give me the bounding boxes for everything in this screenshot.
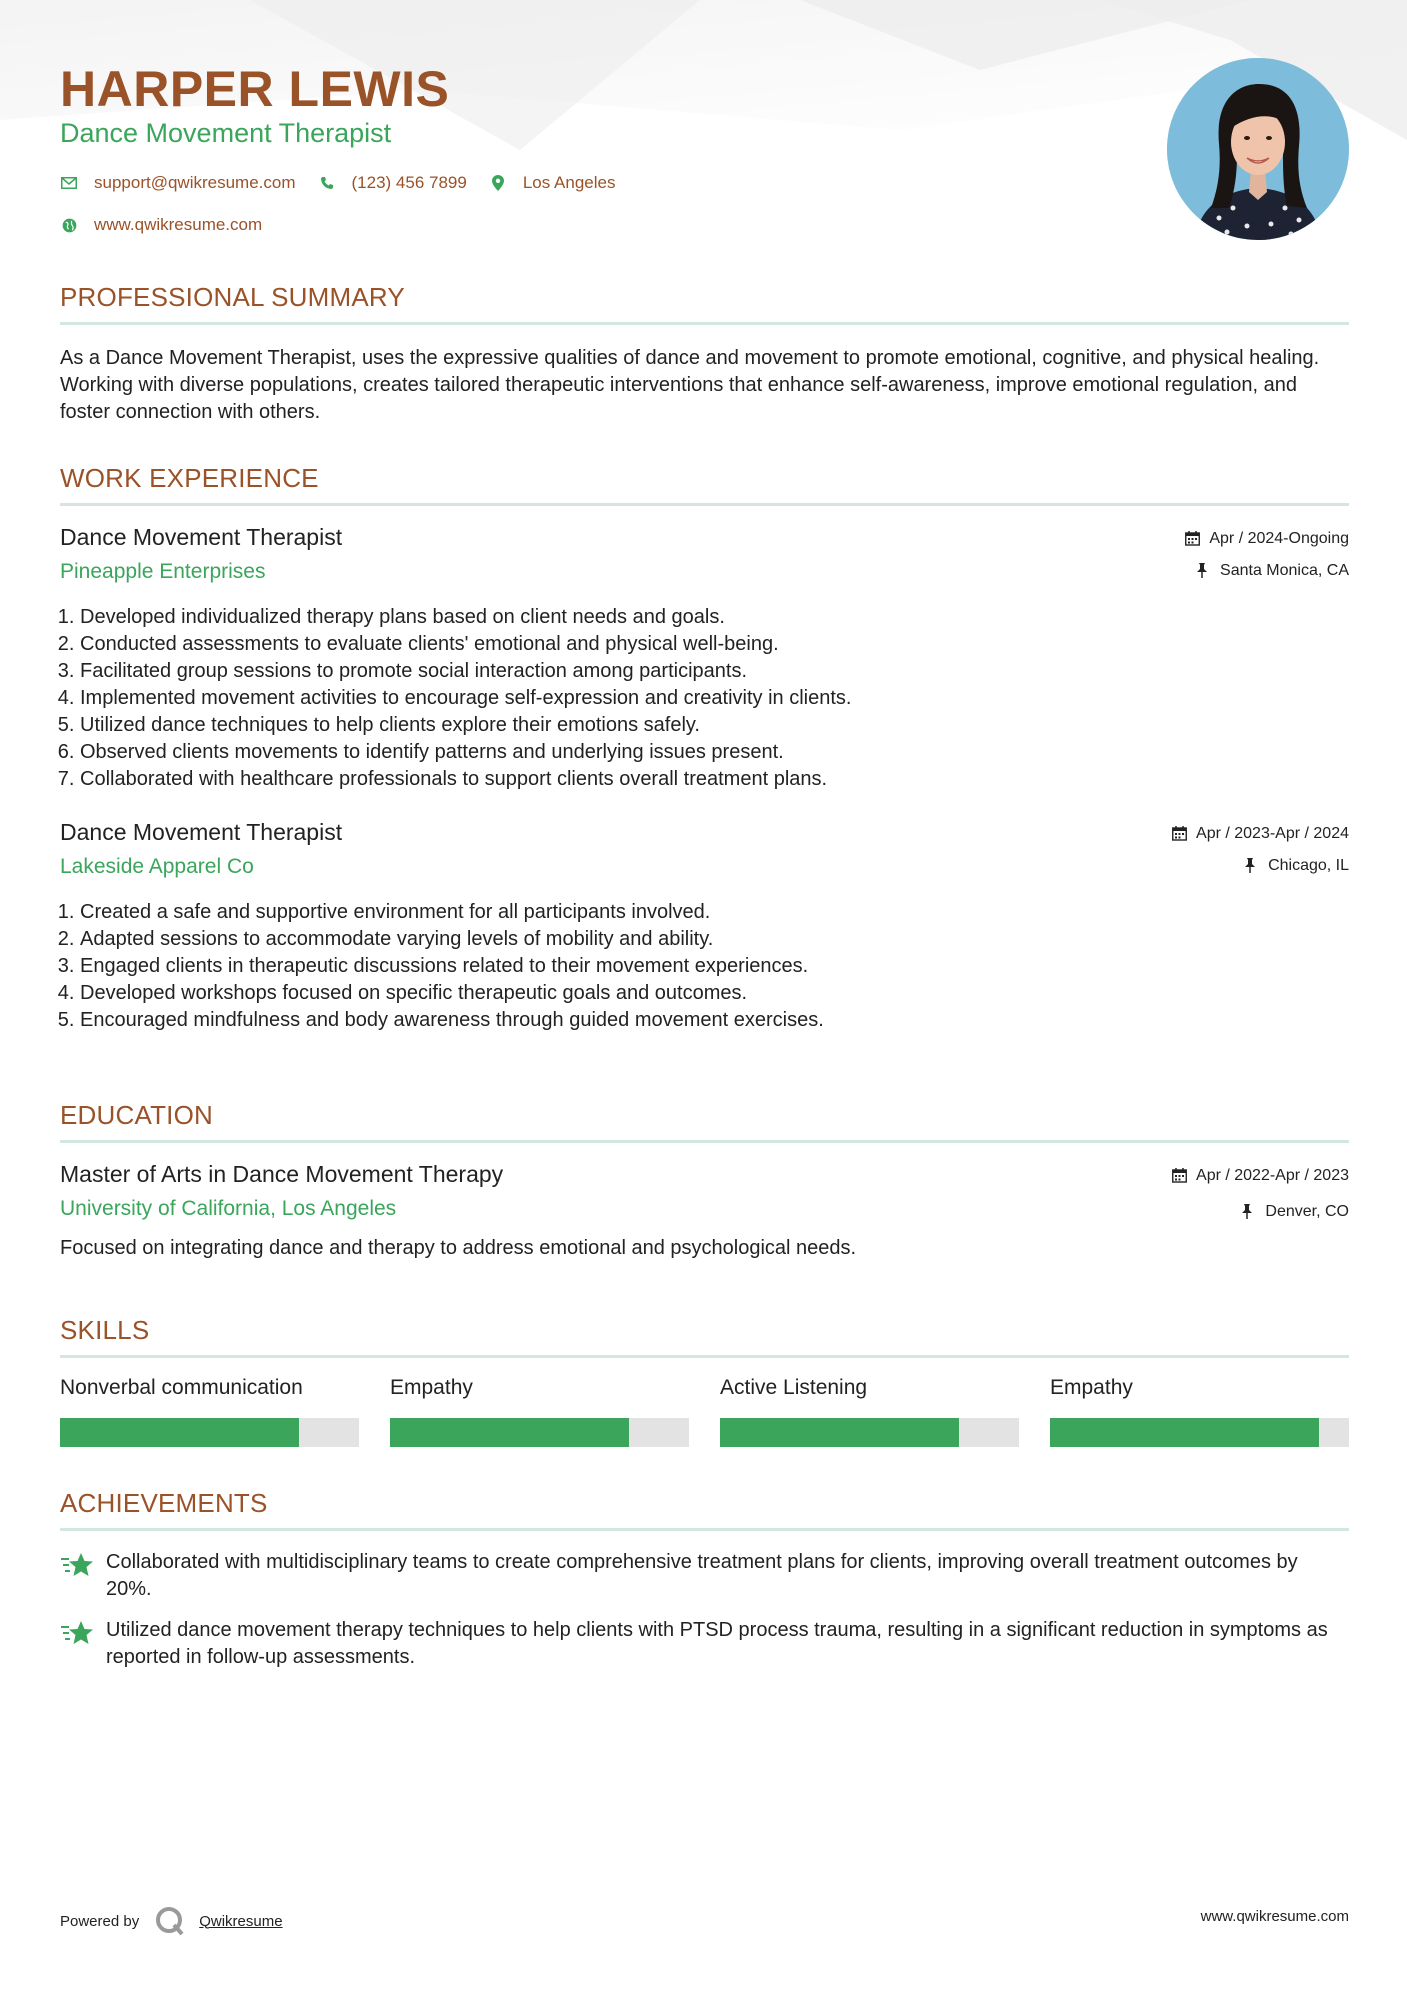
education-meta <box>1172 1165 1349 1233</box>
contact-location <box>489 173 616 193</box>
contact-info <box>60 170 1110 254</box>
contact-row-1 <box>60 170 1110 196</box>
envelope-icon <box>60 174 78 192</box>
contact-row-2 <box>60 212 1110 238</box>
achievement-item <box>60 1549 1349 1603</box>
section-divider <box>60 1528 1349 1531</box>
list-item: 5. Encouraged mindfulness and body awareness through guided movement exercises. <box>80 1007 1349 1034</box>
calendar-icon <box>1185 531 1201 547</box>
website-text[interactable]: www.qwikresume.com <box>94 215 263 234</box>
calendar-icon <box>1172 1168 1188 1184</box>
skill-item <box>720 1376 1019 1447</box>
skill-bar-fill <box>720 1418 959 1447</box>
pushpin-icon <box>1244 858 1260 874</box>
education-description: Focused on integrating dance and therapy to address emotional and psychological needs. <box>60 1237 857 1259</box>
skill-bar <box>1050 1418 1349 1447</box>
skill-label: Empathy <box>390 1376 473 1399</box>
job-dates <box>1172 823 1349 845</box>
achievement-text: Collaborated with multidisciplinary teams to create comprehensive treatment plans for clients, improving overall treatment outcomes by 20%. <box>106 1551 1298 1600</box>
skill-label: Empathy <box>1050 1376 1133 1399</box>
job-title: Dance Movement Therapist <box>60 819 343 845</box>
degree-title: Master of Arts in Dance Movement Therapy <box>60 1161 504 1187</box>
summary-section <box>60 282 1349 426</box>
job-dates-text: Apr / 2024-Ongoing <box>1209 530 1349 547</box>
skill-item <box>390 1376 689 1447</box>
skills-section <box>60 1315 1349 1447</box>
skill-bar-fill <box>60 1418 299 1447</box>
powered-by <box>60 1906 283 1936</box>
summary-text: As a Dance Movement Therapist, uses the expressive qualities of dance and movement to promote emotional, cognitive, and physical healing. Working with diverse populations, creates tailored therapeutic interventions that enhance self-awareness, improve emotional regulation, and foster connection with others. <box>60 347 1320 423</box>
pushpin-icon <box>1241 1204 1257 1220</box>
contact-email[interactable] <box>60 173 296 193</box>
candidate-role: Dance Movement Therapist <box>60 118 392 148</box>
skills-list <box>60 1376 1349 1447</box>
email-text[interactable]: support@qwikresume.com <box>94 173 296 192</box>
list-item: 2. Conducted assessments to evaluate clients' emotional and physical well-being. <box>80 631 1349 658</box>
skill-label: Active Listening <box>720 1376 868 1399</box>
job-entry <box>60 524 1349 793</box>
job-location <box>1172 855 1349 877</box>
job-dates-text: Apr / 2023-Apr / 2024 <box>1196 825 1349 842</box>
section-divider <box>60 1355 1349 1358</box>
footer <box>60 1898 1349 1934</box>
contact-website[interactable] <box>60 215 262 235</box>
job-location <box>1185 560 1349 582</box>
achievement-item <box>60 1617 1349 1671</box>
job-title: Dance Movement Therapist <box>60 524 343 550</box>
experience-section <box>60 463 1349 1034</box>
list-item: 6. Observed clients movements to identify patterns and underlying issues present. <box>80 739 1349 766</box>
list-item: 1. Developed individualized therapy plans based on client needs and goals. <box>80 604 1349 631</box>
list-item: 5. Utilized dance techniques to help clients explore their emotions safely. <box>80 712 1349 739</box>
section-title-skills: SKILLS <box>60 1315 150 1345</box>
section-divider <box>60 1140 1349 1143</box>
skill-item <box>1050 1376 1349 1447</box>
section-divider <box>60 322 1349 325</box>
skill-label: Nonverbal communication <box>60 1376 303 1399</box>
job-location-text: Santa Monica, CA <box>1220 562 1349 579</box>
job-location-text: Chicago, IL <box>1268 857 1349 874</box>
list-item: 3. Engaged clients in therapeutic discussions related to their movement experiences. <box>80 953 1349 980</box>
star-icon <box>60 1551 94 1581</box>
education-dates <box>1172 1165 1349 1187</box>
qwikresume-logo-icon <box>155 1906 185 1936</box>
education-location-text: Denver, CO <box>1265 1203 1349 1220</box>
calendar-icon <box>1172 826 1188 842</box>
phone-text: (123) 456 7899 <box>351 173 467 192</box>
achievements-section <box>60 1488 1349 1671</box>
job-entry <box>60 819 1349 1034</box>
job-dates <box>1185 528 1349 550</box>
achievement-text: Utilized dance movement therapy techniques to help clients with PTSD process trauma, resulting in a significant reduction in symptoms as reported in follow-up assessments. <box>106 1619 1328 1668</box>
phone-icon <box>318 174 336 192</box>
pushpin-icon <box>1196 563 1212 579</box>
skill-bar <box>390 1418 689 1447</box>
education-dates-text: Apr / 2022-Apr / 2023 <box>1196 1167 1349 1184</box>
skill-bar-fill <box>390 1418 629 1447</box>
section-divider <box>60 503 1349 506</box>
section-title-education: EDUCATION <box>60 1100 213 1130</box>
section-title-experience: WORK EXPERIENCE <box>60 463 319 493</box>
contact-phone[interactable] <box>318 173 467 193</box>
skill-item <box>60 1376 359 1447</box>
school-name: University of California, Los Angeles <box>60 1197 397 1220</box>
education-entry <box>60 1161 1349 1262</box>
list-item: 7. Collaborated with healthcare professionals to support clients overall treatment plans. <box>80 766 1349 793</box>
education-location <box>1172 1201 1349 1223</box>
list-item: 3. Facilitated group sessions to promote social interaction among participants. <box>80 658 1349 685</box>
skill-bar-fill <box>1050 1418 1319 1447</box>
job-meta <box>1185 528 1349 592</box>
list-item: 1. Created a safe and supportive environment for all participants involved. <box>80 899 1349 926</box>
list-item: 4. Developed workshops focused on specific therapeutic goals and outcomes. <box>80 980 1349 1007</box>
job-responsibilities <box>60 899 1349 1034</box>
section-title-summary: PROFESSIONAL SUMMARY <box>60 282 405 312</box>
skill-bar <box>720 1418 1019 1447</box>
map-marker-icon <box>489 174 507 192</box>
footer-url[interactable]: www.qwikresume.com <box>1200 1908 1349 1925</box>
job-company: Lakeside Apparel Co <box>60 855 254 878</box>
profile-photo <box>1167 58 1349 240</box>
job-company: Pineapple Enterprises <box>60 560 266 583</box>
globe-icon <box>60 216 78 234</box>
list-item: 2. Adapted sessions to accommodate varying levels of mobility and ability. <box>80 926 1349 953</box>
powered-by-label: Powered by <box>60 1912 140 1930</box>
education-section <box>60 1100 1349 1262</box>
location-text: Los Angeles <box>522 173 616 192</box>
list-item: 4. Implemented movement activities to encourage self-expression and creativity in clients. <box>80 685 1349 712</box>
section-title-achievements: ACHIEVEMENTS <box>60 1488 268 1518</box>
job-meta <box>1172 823 1349 887</box>
candidate-name: HARPER LEWIS <box>60 61 450 117</box>
brand-link[interactable]: Qwikresume <box>199 1912 283 1930</box>
skill-bar <box>60 1418 359 1447</box>
star-icon <box>60 1619 94 1649</box>
job-responsibilities <box>60 604 1349 793</box>
